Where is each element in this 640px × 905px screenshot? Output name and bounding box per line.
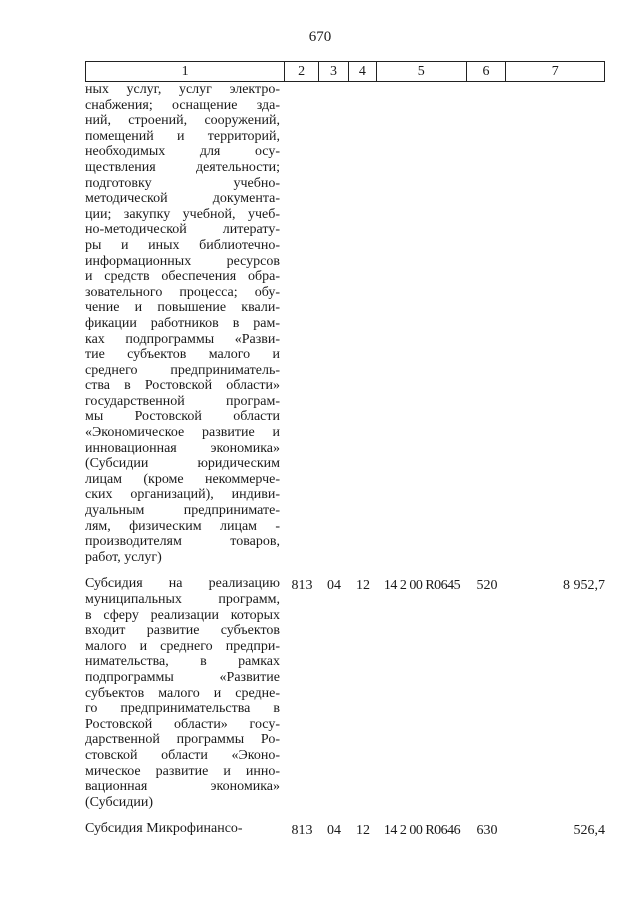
description-line: ских организаций), индиви- (85, 487, 280, 503)
description-line: субъектов малого и средне- (85, 685, 280, 701)
description-line: информационных ресурсов (85, 253, 280, 269)
description-line: необходимых для осу- (85, 144, 280, 160)
description-line: го предпринимательства в (85, 701, 280, 717)
table-row (85, 576, 605, 810)
description-line: государственной програм- (85, 393, 280, 409)
col-admin (285, 82, 319, 565)
header-col-7: 7 (551, 64, 559, 79)
description-line: но-методической литерату- (85, 222, 280, 238)
col-section: 04 (327, 578, 341, 594)
description-line: ний, строений, сооружений, (85, 113, 280, 129)
description-line: стовской области «Эконо- (85, 747, 280, 763)
col-amount: 8 952,7 (563, 578, 605, 594)
header-col-2: 2 (285, 62, 319, 81)
table-row (85, 821, 605, 839)
description-line: ных услуг, услуг электро- (85, 82, 280, 97)
description-line: мическое развитие и инно- (85, 763, 280, 779)
description-line: снабжения; оснащение зда- (85, 97, 280, 113)
table-row (85, 82, 605, 565)
description-line: вационная экономика» (85, 779, 280, 795)
col-expense-type (467, 82, 507, 565)
col-target-code: 14 2 00 R0646 (383, 823, 461, 839)
description-line: фикации работников в рам- (85, 315, 280, 331)
description-line: ства в Ростовской области» (85, 378, 280, 394)
description-line: муниципальных программ, (85, 592, 280, 607)
col-admin: 813 (291, 578, 313, 594)
description-line: инновационная экономика» (85, 440, 280, 456)
description-line: работ, услуг) (85, 549, 162, 565)
description-line: среднего предприниматель- (85, 362, 280, 378)
col-admin: 813 (291, 823, 313, 839)
description-line: подготовку учебно- (85, 175, 280, 191)
header-col-5: 5 (377, 62, 467, 81)
col-subsection: 12 (356, 578, 370, 594)
header-col-6: 6 (467, 62, 507, 81)
description-line: дуальным предпринимате- (85, 503, 280, 519)
description-line: помещений и территорий, (85, 128, 280, 144)
description-line: Субсидия Микрофинансо- (85, 821, 243, 837)
description-line: (Субсидии) (85, 794, 154, 810)
header-col-1: 1 (86, 62, 285, 81)
table-body (85, 82, 605, 839)
description-line: малого и среднего предпри- (85, 638, 280, 654)
row-description (85, 82, 285, 565)
col-amount: 526,4 (573, 823, 605, 839)
col-subsection (349, 82, 377, 565)
description-line: «Экономическое развитие и (85, 425, 280, 441)
col-target-code (377, 82, 467, 565)
col-subsection: 12 (356, 823, 370, 839)
row-description (85, 821, 285, 839)
description-line: и средств обеспечения обра- (85, 269, 280, 285)
description-line: в сферу реализации которых (85, 607, 280, 623)
description-line: Ростовской области» госу- (85, 716, 280, 732)
col-amount (507, 82, 605, 565)
description-line: подпрограммы «Развитие (85, 669, 280, 685)
description-line: лям, физическим лицам - (85, 518, 280, 534)
description-line: мы Ростовской области (85, 409, 280, 425)
description-line: лицам (кроме некоммерче- (85, 471, 280, 487)
col-section (319, 82, 349, 565)
description-line: (Субсидии юридическим (85, 456, 280, 472)
header-col-3: 3 (319, 62, 349, 81)
header-col-4: 4 (349, 62, 377, 81)
description-line: ках подпрограммы «Разви- (85, 331, 280, 347)
description-line: тие субъектов малого и (85, 347, 280, 363)
description-line: дарственной программы Ро- (85, 732, 280, 748)
description-line: методической документа- (85, 191, 280, 207)
description-line: чение и повышение квали- (85, 300, 280, 316)
description-line: ции; закупку учебной, учеб- (85, 206, 280, 222)
description-line: Субсидия на реализацию (85, 576, 280, 592)
col-target-code: 14 2 00 R0645 (383, 578, 461, 594)
description-line: ры и иных библиотечно- (85, 237, 280, 253)
description-line: зовательного процесса; обу- (85, 284, 280, 300)
description-line: производителям товаров, (85, 534, 280, 550)
description-line: ществления деятельности; (85, 159, 280, 175)
col-section: 04 (327, 823, 341, 839)
page-number: 670 (308, 29, 332, 45)
col-expense-type: 630 (476, 823, 498, 839)
description-line: входит развитие субъектов (85, 623, 280, 639)
row-description (85, 576, 285, 810)
col-expense-type: 520 (476, 578, 498, 594)
table-header (85, 61, 605, 82)
description-line: нимательства, в рамках (85, 654, 280, 670)
